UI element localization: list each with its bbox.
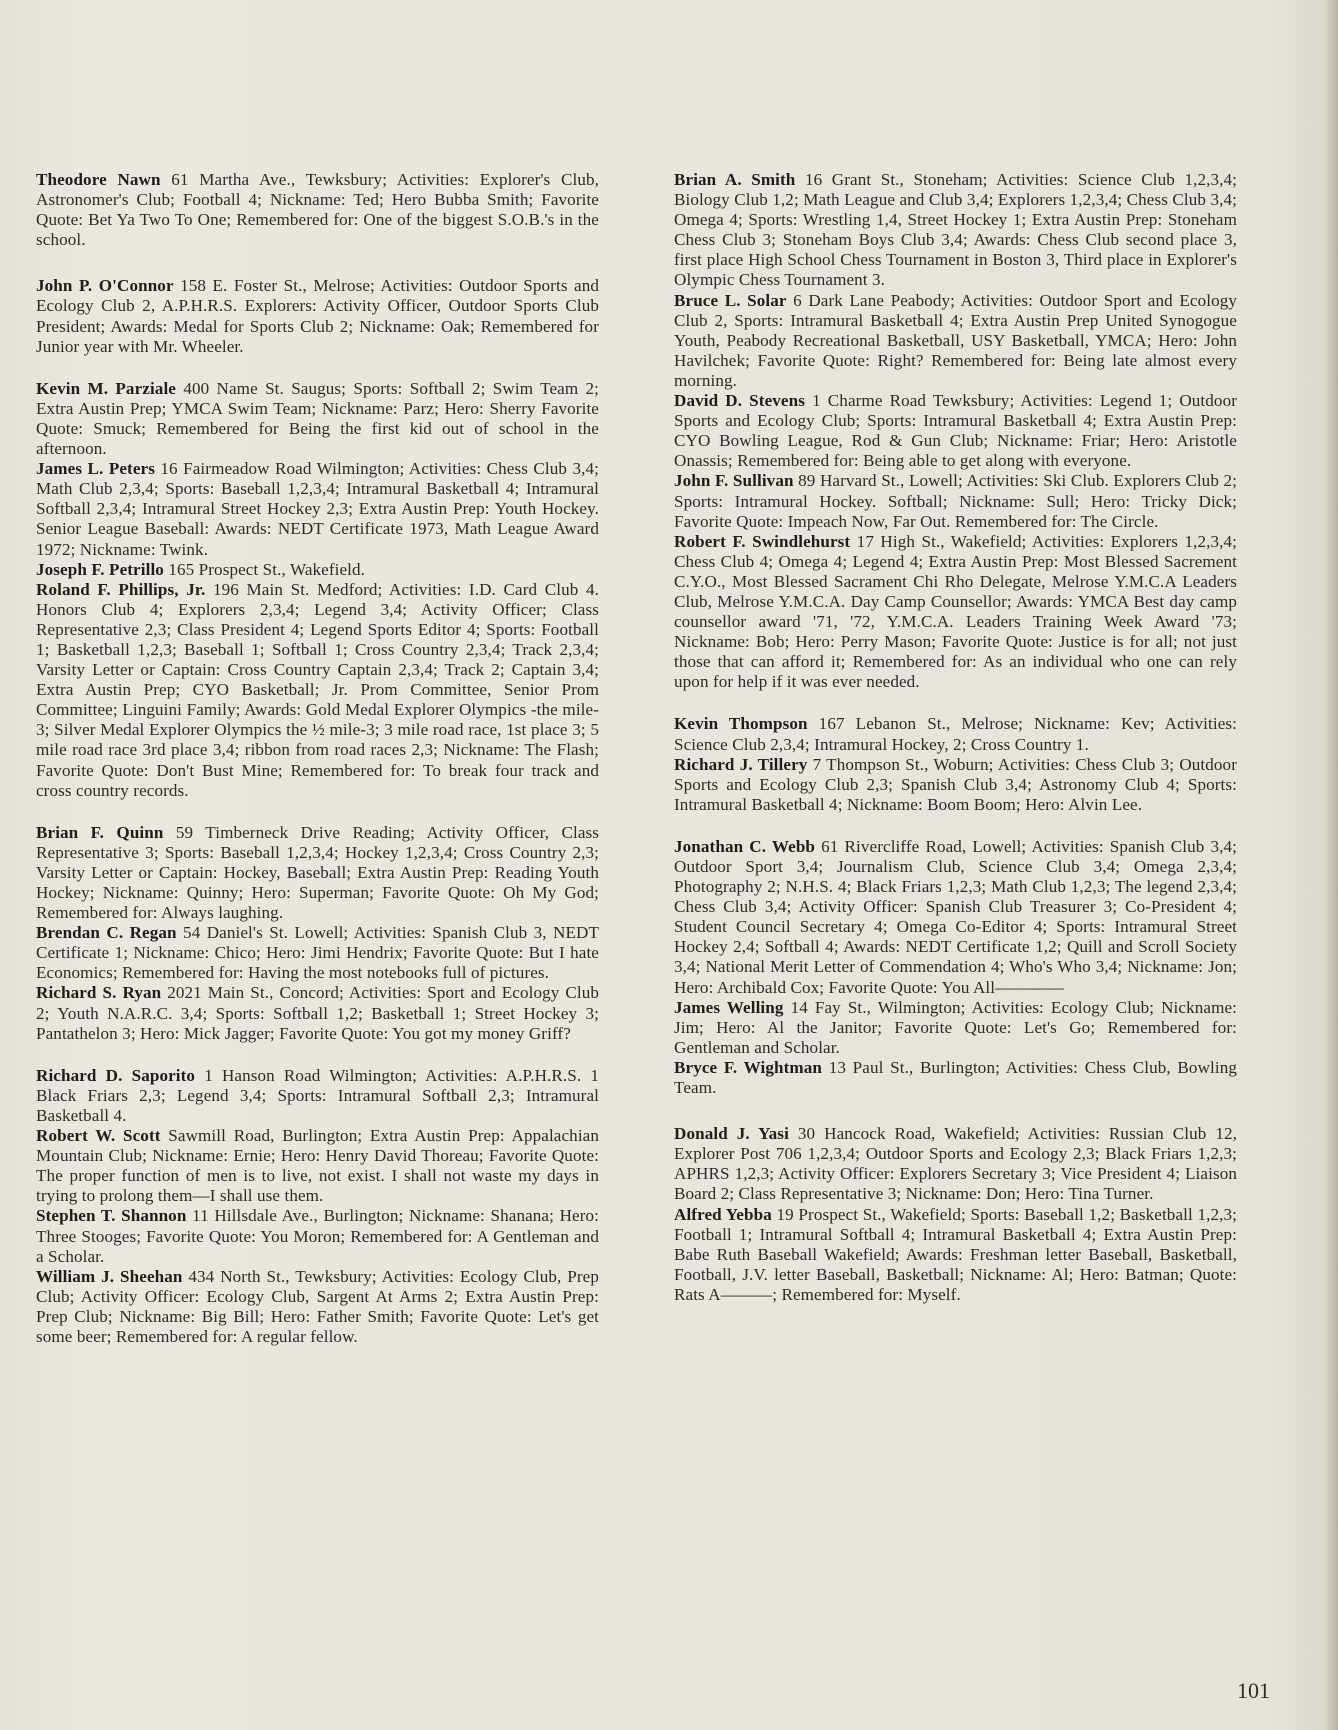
senior-name: Bruce L. Solar	[674, 290, 787, 310]
senior-details: 400 Name St. Saugus; Sports: Softball 2; Swim Team 2; Extra Austin Prep; YMCA Swim Team; Nickname: Parz; Hero: Sherry Favorite Quote: Smuck; Remembered for Being the first kid out of school in the afternoon.	[36, 378, 600, 459]
senior-details: 61 Rivercliffe Road, Lowell; Activities: Spanish Club 3,4; Outdoor Sport 3,4; Journalism Club, Science Club 3,4; Omega 2,3,4; Photography 2; N.H.S. 4; Black Friars 1,2,3; Math Club 1,2,3; The legend 2,3,4; Chess Club 3,4; Activity Officer: Spanish Club Treasurer 3; Co-President 4; Student Council Secretary 4; Omega Co-Editor 4; Sports: Intramural Street Hockey 2,4; Softball 4; Awards: NEDT Certificate 1,2; Quill and Scroll Society 3,4; National Merit Letter of Commendation 4; Who's Who 3,4; Nickname: Jon; Hero: Archibald Cox; Favorite Quote: You All————	[674, 836, 1237, 997]
senior-entry	[36, 823, 599, 923]
senior-name: David D. Stevens	[674, 391, 805, 411]
senior-entry	[674, 1058, 1237, 1098]
senior-details: 59 Timberneck Drive Reading; Activity Officer, Class Representative 3; Sports: Baseball 1,2,3,4; Hockey 1,2,3,4; Cross Country 2,3; Varsity Letter or Captain: Hockey, Baseball; Extra Austin Prep: Reading Youth Hockey; Nickname: Quinny; Hero: Superman; Favorite Quote: Oh My God; Remembered for: Always laughing.	[36, 822, 600, 923]
senior-name: James L. Peters	[36, 459, 155, 479]
senior-details: 167 Lebanon St., Melrose; Nickname: Kev; Activities: Science Club 2,3,4; Intramural Hockey, 2; Cross Country 1.	[674, 714, 1237, 754]
senior-details: 13 Paul St., Burlington; Activities: Chess Club, Bowling Team.	[674, 1057, 1238, 1098]
senior-details: 434 North St., Tewksbury; Activities: Ecology Club, Prep Club; Activity Officer: Ecology Club, Sargent At Arms 2; Extra Austin Prep: Prep Club; Nickname: Big Bill; Hero: Father Smith; Favorite Quote: Let's get some beer; Remembered for: A regular fellow.	[36, 1266, 600, 1346]
senior-name: Robert W. Scott	[36, 1126, 161, 1146]
senior-entry	[36, 923, 599, 983]
senior-entry	[674, 837, 1237, 998]
senior-name: Kevin Thompson	[674, 714, 808, 734]
senior-entry	[36, 1066, 599, 1126]
senior-name: Richard D. Saporito	[36, 1065, 196, 1085]
senior-name: Alfred Yebba	[674, 1204, 772, 1224]
senior-details: 7 Thompson St., Woburn; Activities: Chess Club 3; Outdoor Sports and Ecology Club 2,3; Spanish Club 3,4; Astronomy Club 4; Sports: Intramural Basketball 4; Nickname: Boom Boom; Hero: Alvin Lee.	[674, 754, 1237, 814]
senior-entry	[36, 1206, 599, 1266]
left-column	[36, 170, 599, 1347]
senior-entry	[36, 170, 599, 250]
senior-details: 2021 Main St., Concord; Activities: Sport and Ecology Club 2; Youth N.A.R.C. 3,4; Sports: Softball 1,2; Basketball 1; Street Hockey 3; Pantathelon 3; Hero: Mick Jagger; Favorite Quote: You got my money Griff?	[36, 983, 600, 1043]
senior-details: 165 Prospect St., Wakefield.	[168, 559, 366, 579]
senior-entry	[674, 1124, 1237, 1204]
senior-entry	[674, 714, 1237, 754]
senior-name: Stephen T. Shannon	[36, 1206, 187, 1226]
senior-name: John P. O'Connor	[36, 276, 174, 296]
senior-entry	[674, 170, 1237, 291]
senior-details: 1 Hanson Road Wilmington; Activities: A.P.H.R.S. 1 Black Friars 2,3; Legend 3,4; Sports: Intramural Softball 2,3; Intramural Basketball 4.	[36, 1065, 600, 1125]
page-edge-shadow	[1324, 0, 1338, 1730]
senior-entry	[674, 755, 1237, 815]
senior-name: James Welling	[674, 997, 784, 1017]
senior-entry	[674, 1205, 1237, 1305]
senior-entry	[36, 1267, 599, 1347]
senior-name: William J. Sheehan	[36, 1266, 183, 1286]
senior-details: 19 Prospect St., Wakefield; Sports: Baseball 1,2; Basketball 1,2,3; Football 1; Intramural Softball 4; Intramural Basketball 4; Extra Austin Prep: Babe Ruth Baseball Wakefield; Awards: Freshman letter Baseball, Basketball, Football, J.V. letter Baseball, Basketball; Nickname: Al; Hero: Batman; Quote: Rats A———; Remembered for: Myself.	[674, 1204, 1238, 1304]
senior-name: Joseph F. Petrillo	[36, 559, 164, 579]
senior-name: Roland F. Phillips, Jr.	[36, 579, 206, 599]
senior-name: Brendan C. Regan	[36, 923, 177, 943]
senior-details: 54 Daniel's St. Lowell; Activities: Spanish Club 3, NEDT Certificate 1; Nickname: Chico; Hero: Jimi Hendrix; Favorite Quote: But I hate Economics; Remembered for: Having the most notebooks full of pictures.	[36, 923, 600, 983]
senior-entry	[674, 998, 1237, 1058]
senior-details: 1 Charme Road Tewksbury; Activities: Legend 1; Outdoor Sports and Ecology Club; Sports: Intramural Basketball 4; Extra Austin Prep: CYO Bowling League, Rod & Gun Club; Nickname: Friar; Hero: Aristotle Onassis; Remembered for: Being able to get along with everyone.	[674, 391, 1238, 471]
senior-name: Bryce F. Wightman	[674, 1057, 822, 1077]
senior-details: 16 Fairmeadow Road Wilmington; Activities: Chess Club 3,4; Math Club 2,3,4; Sports: Baseball 1,2,3,4; Intramural Basketball 4; Intramural Softball 2,3,4; Intramural Street Hockey 2,3; Extra Austin Prep: Youth Hockey. Senior League Baseball: Awards: NEDT Certificate 1973, Math League Award 1972; Nickname: Twink.	[36, 459, 599, 559]
senior-details: 196 Main St. Medford; Activities: I.D. Card Club 4. Honors Club 4; Explorers 2,3,4; Legend 3,4; Activity Officer; Class Representative 2,3; Class President 4; Legend Sports Editor 4; Sports: Football 1; Basketball 1,2,3; Baseball 1; Softball 1; Cross Country 2,3,4; Track 2,3,4; Varsity Letter or Captain: Cross Country Captain 2,3,4; Track 2; Captain 3,4; Extra Austin Prep; CYO Basketball; Jr. Prom Committee, Senior Prom Committee; Linguini Family; Awards: Gold Medal Explorer Olympics -the mile-3; Silver Medal Explorer Olympics the ½ mile-3; 3 mile road race, 1st place 3; 5 mile road race 3rd place 3,4; ribbon from road races 2,3; Nickname: The Flash; Favorite Quote: Don't Bust Mine; Remembered for: To break four track and cross country records.	[36, 579, 600, 800]
senior-details: 16 Grant St., Stoneham; Activities: Science Club 1,2,3,4; Biology Club 1,2; Math League and Club 3,4; Explorers 1,2,3,4; Chess Club 3,4; Omega 4; Sports: Wrestling 1,4, Street Hockey 1; Extra Austin Prep: Stoneham Chess Club 3; Stoneham Boys Club 3,4; Awards: Chess Club second place 3, first place High School Chess Tournament in Boston 3, Third place in Explorer's Olympic Chess Tournament 3.	[674, 170, 1238, 290]
senior-name: Richard J. Tillery	[674, 754, 808, 774]
senior-details: 11 Hillsdale Ave., Burlington; Nickname: Shanana; Hero: Three Stooges; Favorite Quote: You Moron; Remembered for: A Gentleman and a Scholar.	[36, 1206, 600, 1266]
page-number: 101	[1237, 1678, 1270, 1703]
senior-entry	[36, 560, 599, 580]
senior-details: Sawmill Road, Burlington; Extra Austin Prep: Appalachian Mountain Club; Nickname: Ernie; Hero: Henry David Thoreau; Favorite Quote: The proper function of men is to live, not exist. I shall not waste my days in trying to prolong them—I shall use them.	[36, 1126, 599, 1206]
senior-name: John F. Sullivan	[674, 471, 794, 491]
senior-name: Brian F. Quinn	[36, 822, 164, 842]
senior-name: Donald J. Yasi	[674, 1124, 789, 1144]
senior-name: Kevin M. Parziale	[36, 378, 176, 398]
senior-entry	[36, 459, 599, 559]
senior-details: 17 High St., Wakefield; Activities: Explorers 1,2,3,4; Chess Club 4; Omega 4; Legend 4; Extra Austin Prep: Most Blessed Sacrement C.Y.O., Most Blessed Sacrament Chi Rho Delegate, Melrose Y.M.C.A Leaders Club, Melrose Y.M.C.A. Day Camp Counsellor; Awards: YMCA Best day camp counsellor award '71, '72, Y.M.C.A. Leaders Training Week Award '73; Nickname: Bob; Hero: Perry Mason; Favorite Quote: Justice is for all; not just those that can afford it; Remembered for: As an individual who one can rely upon for help if it was ever needed.	[674, 531, 1237, 692]
senior-name: Theodore Nawn	[36, 170, 161, 189]
senior-details: 61 Martha Ave., Tewksbury; Activities: Explorer's Club, Astronomer's Club; Football 4; Nickname: Ted; Hero Bubba Smith; Favorite Quote: Bet Ya Two To One; Remembered for: One of the biggest S.O.B.'s in the school.	[36, 170, 600, 250]
senior-entry	[36, 379, 599, 459]
senior-entry	[674, 532, 1237, 693]
senior-entry	[36, 580, 599, 801]
senior-details: 14 Fay St., Wilmington; Activities: Ecology Club; Nickname: Jim; Hero: Al the Janitor; Favorite Quote: Let's Go; Remembered for: Gentleman and Scholar.	[674, 997, 1238, 1057]
senior-entry	[36, 983, 599, 1043]
senior-details: 30 Hancock Road, Wakefield; Activities: Russian Club 12, Explorer Post 706 1,2,3,4; Outdoor Sports and Ecology 2,3; Black Friars 1,2,3; APHRS 1,2,3; Activity Officer: Explorers Secretary 3; Vice President 4; Liaison Board 2; Class Representative 3; Nickname: Don; Hero: Tina Turner.	[674, 1124, 1238, 1204]
senior-entry	[36, 1126, 599, 1206]
senior-details: 6 Dark Lane Peabody; Activities: Outdoor Sport and Ecology Club 2, Sports: Intramural Basketball 4; Extra Austin Prep United Synogogue Youth, Peabody Recreational Basketball, USY Basketball, YMCA; Hero: John Havilchek; Favorite Quote: Right? Remembered for: Being late almost every morning.	[674, 290, 1238, 390]
right-column	[674, 170, 1237, 1305]
senior-name: Jonathan C. Webb	[674, 836, 816, 856]
senior-entry	[674, 471, 1237, 531]
senior-name: Richard S. Ryan	[36, 983, 162, 1003]
senior-details: 89 Harvard St., Lowell; Activities: Ski Club. Explorers Club 2; Sports: Intramural Hockey. Softball; Nickname: Sull; Hero: Tricky Dick; Favorite Quote: Impeach Now, Far Out. Remembered for: The Circle.	[674, 471, 1238, 531]
senior-name: Robert F. Swindlehurst	[674, 531, 851, 551]
senior-name: Brian A. Smith	[674, 170, 796, 189]
senior-entry	[36, 276, 599, 356]
senior-entry	[674, 291, 1237, 391]
senior-entry	[674, 391, 1237, 471]
senior-details: 158 E. Foster St., Melrose; Activities: Outdoor Sports and Ecology Club 2, A.P.H.R.S. Explorers: Activity Officer, Outdoor Sports Club President; Awards: Medal for Sports Club 2; Nickname: Oak; Remembered for Junior year with Mr. Wheeler.	[36, 276, 600, 356]
